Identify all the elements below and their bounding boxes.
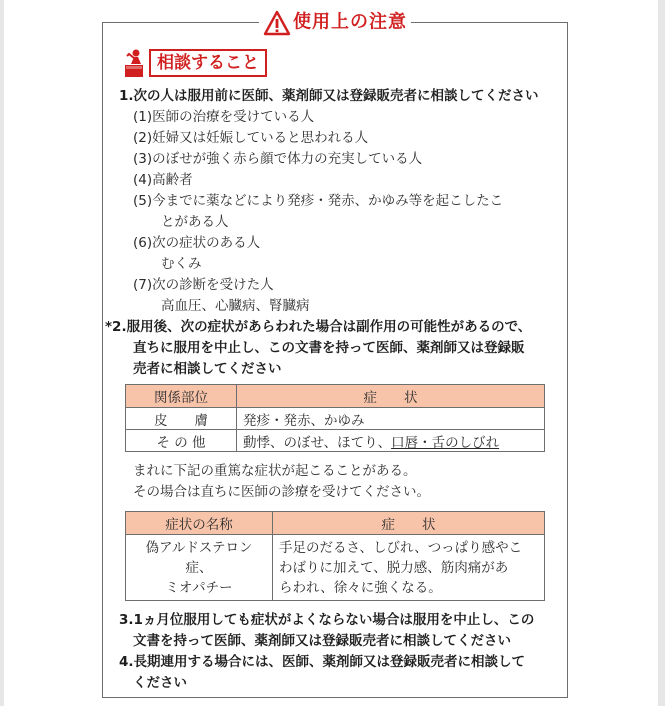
table-header: 症 状 — [273, 512, 545, 535]
section-heading-label: 相談すること — [149, 49, 267, 77]
table-header-row — [126, 512, 545, 535]
table-cell-name — [126, 535, 273, 601]
item2-line-2: 直ちに服用を中止し、この文書を持って医師、薬剤師又は登録販 — [133, 340, 525, 356]
table-row — [126, 535, 545, 601]
symptom-line: らわれ、徐々に強くなる。 — [279, 579, 442, 596]
item2-line-1: *2.服用後、次の症状があらわれた場合は副作用の可能性があるので、 — [105, 319, 532, 335]
person-consult-icon — [123, 48, 145, 78]
item3-line-2: 文書を持って医師、薬剤師又は登録販売者に相談してください — [133, 633, 511, 649]
name-line: ミオパチー — [165, 579, 233, 596]
item1-sub-4: (4)高齢者 — [133, 172, 193, 188]
table-header: 関係部位 — [126, 385, 237, 408]
table-header: 症状の名称 — [126, 512, 273, 535]
symptom-text-underlined: 口唇・舌のしびれ — [391, 434, 500, 451]
item1-sub-3: (3)のぼせが強く赤ら顔で体力の充実している人 — [133, 151, 423, 167]
notice-frame — [102, 11, 568, 698]
symptom-table-2 — [125, 511, 545, 601]
rare-line-1: まれに下記の重篤な症状が起こることがある。 — [133, 463, 417, 479]
symptom-text: 動悸、のぼせ、ほてり、 — [243, 434, 392, 451]
table-cell-symptom — [273, 535, 545, 601]
section-heading — [123, 47, 267, 79]
page-title: 使用上の注意 — [293, 11, 407, 33]
item1-sub-6-detail: むくみ — [161, 256, 202, 272]
item1-sub-7: (7)次の診断を受けた人 — [133, 277, 274, 293]
rare-line-2: その場合は直ちに医師の診療を受けてください。 — [133, 484, 430, 500]
item1-sub-7-detail: 高血圧、心臓病、腎臓病 — [161, 298, 310, 314]
table-cell-part: 皮 膚 — [126, 408, 237, 430]
document-page — [4, 0, 658, 706]
symptom-text: 発疹・発赤、かゆみ — [243, 412, 365, 429]
name-line: 偽アルドステロン症、 — [145, 539, 253, 576]
item1-sub-5-cont: とがある人 — [161, 214, 229, 230]
table-cell-part: そ の 他 — [126, 430, 237, 452]
item4-line-1: 4.長期連用する場合には、医師、薬剤師又は登録販売者に相談して — [119, 654, 526, 670]
item1-sub-2: (2)妊婦又は妊娠していると思われる人 — [133, 130, 369, 146]
table-cell-symptom — [237, 430, 545, 452]
item2-line-3: 売者に相談してください — [133, 361, 282, 377]
item3-line-1: 3.1ヵ月位服用しても症状がよくならない場合は服用を中止し、この — [119, 612, 535, 628]
table-row — [126, 430, 545, 452]
warning-triangle-icon — [263, 10, 291, 36]
table-cell-symptom — [237, 408, 545, 430]
table-header-row — [126, 385, 545, 408]
item1-heading: 1.次の人は服用前に医師、薬剤師又は登録販売者に相談してください — [119, 88, 539, 104]
symptom-line: 手足のだるさ、しびれ、つっぱり感やこ — [279, 539, 523, 556]
item4-line-2: ください — [133, 675, 187, 691]
table-row — [126, 408, 545, 430]
symptom-line: わばりに加えて、脱力感、筋肉痛があ — [279, 559, 509, 576]
item1-sub-5: (5)今までに薬などにより発疹・発赤、かゆみ等を起こしたこ — [133, 193, 504, 209]
item1-sub-6: (6)次の症状のある人 — [133, 235, 261, 251]
symptom-table-1 — [125, 384, 545, 452]
table-header: 症 状 — [237, 385, 545, 408]
item1-sub-1: (1)医師の治療を受けている人 — [133, 109, 315, 125]
frame-title — [103, 5, 567, 39]
